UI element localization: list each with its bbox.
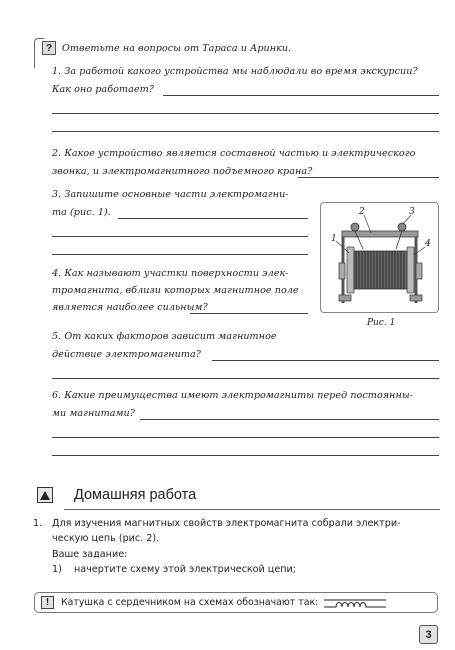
q2-line2: звонка, и электромагнитного подъемного крана? [52,166,313,177]
subtask-1-text: начертите схему этой электрической цепи; [74,564,296,575]
subtask-1-number: 1) [52,564,62,575]
q3-line1: 3. Запишите основные части электромагни- [52,189,289,200]
homework-icon [37,487,53,503]
q1-answer-line-2[interactable] [52,113,439,114]
question-icon: ? [42,41,56,55]
homework-rule [64,509,440,510]
q1-answer-line-1[interactable] [163,95,439,96]
assignment-label: Ваше задание: [52,549,128,560]
questions-header-text: Ответьте на вопросы от Тараса и Аринки. [62,42,292,54]
q5-answer-line-1[interactable] [212,360,439,361]
fig-label-1: 1 [331,234,337,244]
q1-line1: 1. За работой какого устройства мы наблюдали во время экскурсии? [52,66,418,77]
q3-answer-line-2[interactable] [52,236,308,237]
fig-label-4: 4 [425,239,431,249]
q4-answer-line[interactable] [190,313,308,314]
q6-line2: ми магнитами? [52,408,135,419]
q6-answer-line-3[interactable] [52,455,439,456]
fig-label-3: 3 [409,207,415,217]
q4-line3: является наиболее сильным? [52,302,208,313]
q6-answer-line-2[interactable] [52,437,439,438]
questions-header [42,40,291,56]
q4-line1: 4. Как называют участки поверхности элек- [52,268,289,279]
q1-line2: Как оно работает? [52,84,154,95]
note-box [34,592,438,613]
q4-line2: тромагнита, вблизи которых магнитное поле [52,285,299,296]
exclamation-icon: ! [41,596,54,609]
q3-answer-line-1[interactable] [118,218,308,219]
q2-line1: 2. Какое устройство является составной частью и электрического [52,148,416,159]
task-1-line1: Для изучения магнитных свойств электромагнита собрали электри- [52,518,401,529]
figure-1-frame [320,202,439,313]
task-1-number: 1. [33,518,43,529]
homework-title: Домашняя работа [74,487,197,503]
q6-answer-line-1[interactable] [140,419,439,420]
q5-line2: действие электромагнита? [52,349,201,360]
q2-answer-line[interactable] [298,177,439,178]
q6-line1: 6. Какие преимущества имеют электромагниты перед постоянны- [52,390,414,401]
fig-label-2: 2 [359,207,365,217]
note-text: Катушка с сердечником на схемах обозначают так: [61,597,319,608]
coil-symbol-icon [322,596,392,610]
q3-answer-line-3[interactable] [52,254,308,255]
q1-answer-line-3[interactable] [52,131,439,132]
page-number: 3 [419,625,438,644]
figure-1-caption: Рис. 1 [367,318,396,328]
q3-line2: та (рис. 1). [52,207,111,218]
task-1-line2: ческую цепь (рис. 2). [52,533,160,544]
electromagnet-illustration [321,203,440,314]
q5-answer-line-2[interactable] [52,378,439,379]
q5-line1: 5. От каких факторов зависит магнитное [52,331,277,342]
